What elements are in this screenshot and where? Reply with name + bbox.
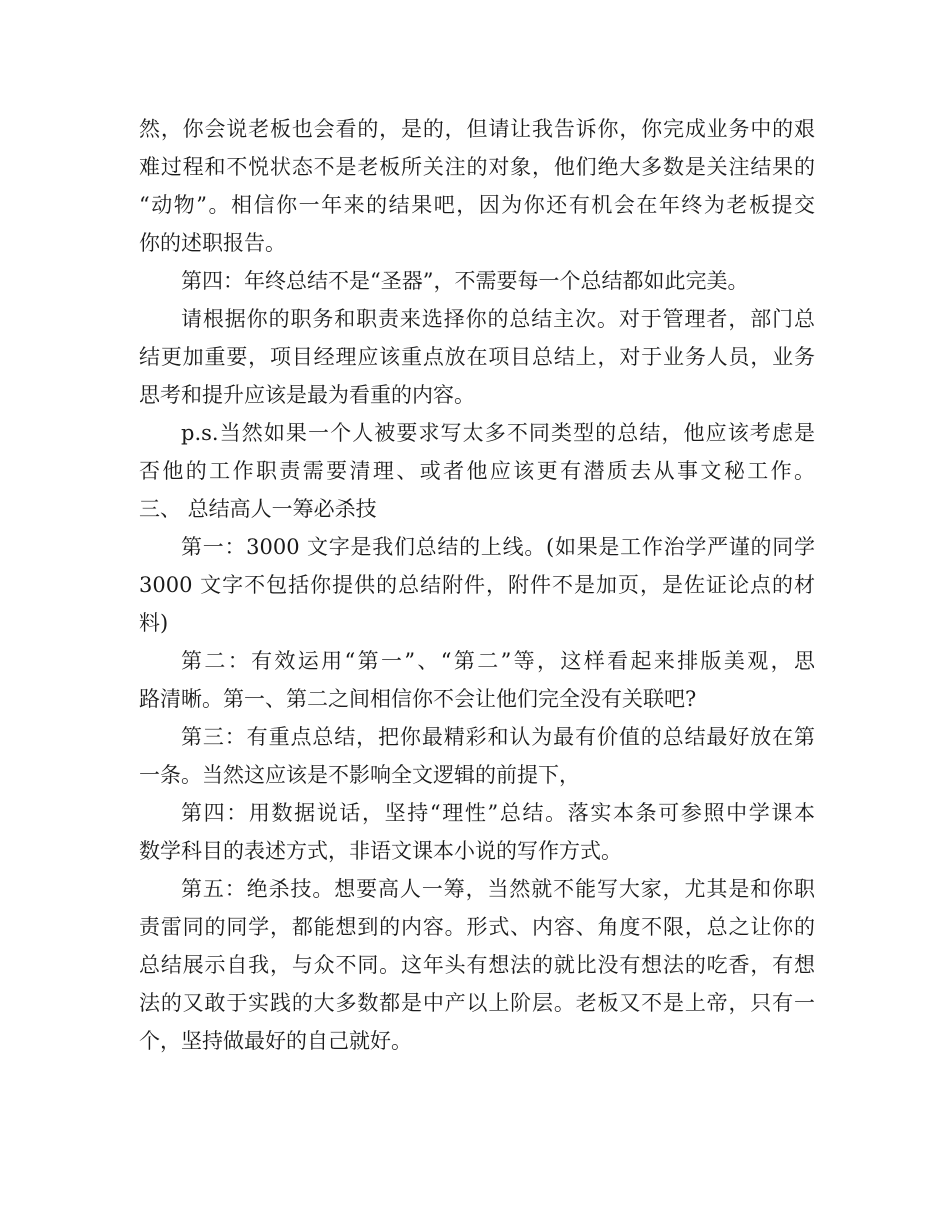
text-line: 思考和提升应该是最为看重的内容。	[139, 383, 475, 407]
text-line: 数学科目的表述方式，非语文课本小说的写作方式。	[139, 839, 622, 863]
text-line: 法的又敢于实践的大多数都是中产以上阶层。老板又不是上帝，只有一	[139, 991, 815, 1015]
text-line: p.s.当然如果一个人被要求写太多不同类型的总结，他应该考虑是	[181, 421, 815, 445]
text-line: 路清晰。第一、第二之间相信你不会让他们完全没有关联吧?	[139, 687, 697, 711]
text-line: 第四：年终总结不是“圣器”，不需要每一个总结都如此完美。	[181, 269, 749, 293]
text-line: 第二：有效运用“第一”、“第二”等，这样看起来排版美观，思	[181, 649, 815, 673]
text-line: 请根据你的职务和职责来选择你的总结主次。对于管理者，部门总	[181, 307, 815, 331]
text-line: 结更加重要，项目经理应该重点放在项目总结上，对于业务人员，业务	[139, 345, 815, 369]
text-lines	[139, 110, 815, 1060]
text-line: 三、 总结高人一筹必杀技	[139, 497, 377, 521]
text-line: 一条。当然这应该是不影响全文逻辑的前提下，	[139, 763, 580, 787]
text-line: 第五：绝杀技。想要高人一筹，当然就不能写大家，尤其是和你职	[181, 877, 815, 901]
text-line: 第四：用数据说话，坚持“理性”总结。落实本条可参照中学课本	[181, 801, 815, 825]
text-line: 3000 文字不包括你提供的总结附件，附件不是加页，是佐证论点的材	[139, 573, 815, 597]
text-line: 个，坚持做最好的自己就好。	[139, 1029, 412, 1053]
text-line: 你的述职报告。	[139, 231, 286, 255]
text-line: 难过程和不悦状态不是老板所关注的对象，他们绝大多数是关注结果的	[139, 155, 815, 179]
text-line: 总结展示自我，与众不同。这年头有想法的就比没有想法的吃香，有想	[139, 953, 815, 977]
text-line: 第一：3000 文字是我们总结的上线。(如果是工作治学严谨的同学	[181, 535, 815, 559]
text-line: 料)	[139, 611, 169, 635]
text-line: “动物”。相信你一年来的结果吧，因为你还有机会在年终为老板提交	[139, 193, 815, 217]
text-line: 责雷同的同学，都能想到的内容。形式、内容、角度不限，总之让你的	[139, 915, 815, 939]
text-line: 然，你会说老板也会看的，是的，但请让我告诉你，你完成业务中的艰	[139, 117, 815, 141]
text-line: 否他的工作职责需要清理、或者他应该更有潜质去从事文秘工作。	[139, 459, 815, 483]
text-line: 第三：有重点总结，把你最精彩和认为最有价值的总结最好放在第	[181, 725, 815, 749]
document-body	[139, 110, 815, 1060]
